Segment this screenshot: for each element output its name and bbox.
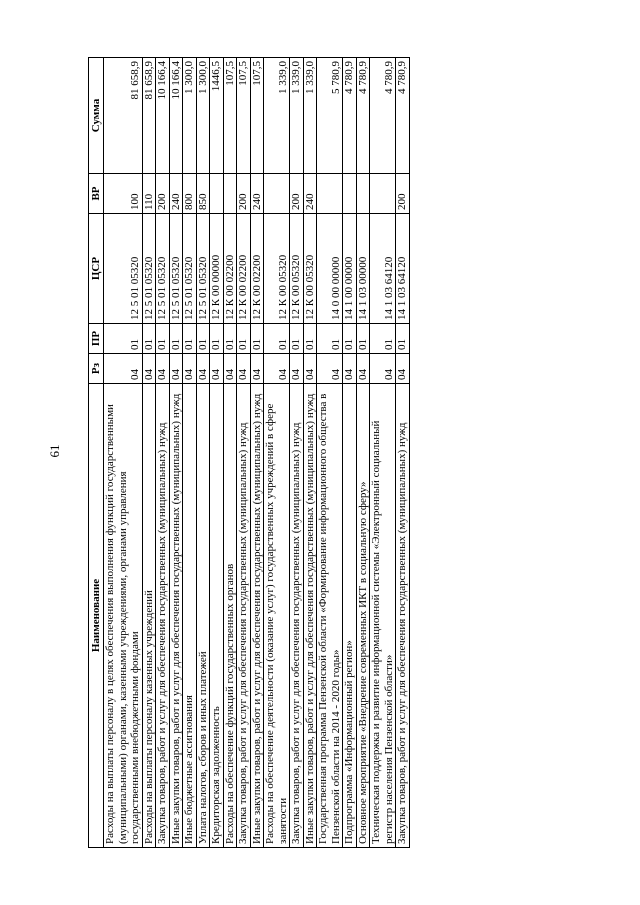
cell-csr: 12 5 01 05320 — [156, 214, 170, 324]
cell-pr: 01 — [183, 324, 197, 354]
cell-vr: 200 — [237, 174, 251, 214]
cell-vr: 200 — [156, 174, 170, 214]
table-row — [356, 58, 370, 848]
cell-pr: 01 — [317, 324, 343, 354]
table-row — [290, 58, 304, 848]
cell-name: Государственная программа Пензенской области «Формирование информационного общества в Пензенской области на 2014 - 2020 годы» — [317, 384, 343, 848]
cell-csr: 14 1 00 00000 — [343, 214, 357, 324]
cell-name: Кредиторская задолженность — [210, 384, 224, 848]
cell-vr: 850 — [196, 174, 210, 214]
cell-sum: 4 780,9 — [356, 58, 370, 174]
cell-vr: 240 — [169, 174, 183, 214]
page-number: 61 — [47, 444, 62, 458]
cell-rz: 04 — [169, 354, 183, 384]
cell-vr — [343, 174, 357, 214]
cell-sum: 81 658,9 — [104, 58, 143, 174]
cell-vr: 240 — [303, 174, 317, 214]
cell-rz: 04 — [370, 354, 396, 384]
table-row — [317, 58, 343, 848]
cell-csr: 12 5 01 05320 — [169, 214, 183, 324]
budget-table — [88, 57, 410, 848]
cell-pr: 01 — [396, 324, 410, 354]
cell-name: Закупка товаров, работ и услуг для обеспечения государственных (муниципальных) нужд — [290, 384, 304, 848]
cell-pr: 01 — [356, 324, 370, 354]
header-sum: Сумма — [89, 58, 104, 174]
cell-vr: 200 — [290, 174, 304, 214]
cell-vr — [223, 174, 237, 214]
table-row — [343, 58, 357, 848]
cell-sum: 1 300,0 — [183, 58, 197, 174]
cell-csr: 14 1 03 64120 — [370, 214, 396, 324]
cell-pr: 01 — [237, 324, 251, 354]
cell-rz: 04 — [156, 354, 170, 384]
cell-name: Закупка товаров, работ и услуг для обеспечения государственных (муниципальных) нужд — [156, 384, 170, 848]
cell-name: Иные закупки товаров, работ и услуг для обеспечения государственных (муниципальных) нужд — [169, 384, 183, 848]
cell-rz: 04 — [343, 354, 357, 384]
cell-vr — [317, 174, 343, 214]
table-row — [223, 58, 237, 848]
cell-csr: 14 1 03 64120 — [396, 214, 410, 324]
cell-csr: 12 К 00 02200 — [223, 214, 237, 324]
header-vr: ВР — [89, 174, 104, 214]
cell-name: Уплата налогов, сборов и иных платежей — [196, 384, 210, 848]
rotated-table-container — [88, 58, 550, 848]
cell-csr: 12 5 01 05320 — [183, 214, 197, 324]
cell-rz: 04 — [317, 354, 343, 384]
cell-name: Техническая поддержка и развитие информационной системы «Электронный социальный регистр населения Пензенской области» — [370, 384, 396, 848]
cell-sum: 1446,5 — [210, 58, 224, 174]
table-row — [183, 58, 197, 848]
cell-sum: 4 780,9 — [396, 58, 410, 174]
table-row — [396, 58, 410, 848]
cell-name: Основное мероприятие «Внедрение современных ИКТ в социальную сферу» — [356, 384, 370, 848]
cell-csr: 14 0 00 00000 — [317, 214, 343, 324]
cell-csr: 12 К 00 05320 — [303, 214, 317, 324]
cell-name: Закупка товаров, работ и услуг для обеспечения государственных (муниципальных) нужд — [396, 384, 410, 848]
cell-pr: 01 — [250, 324, 264, 354]
cell-pr: 01 — [370, 324, 396, 354]
table-row — [250, 58, 264, 848]
cell-csr: 12 К 00 02200 — [250, 214, 264, 324]
cell-name: Расходы на выплаты персоналу казенных учреждений — [142, 384, 156, 848]
cell-sum: 1 300,0 — [196, 58, 210, 174]
table-row — [142, 58, 156, 848]
header-name: Наименование — [89, 384, 104, 848]
header-rz: Рз — [89, 354, 104, 384]
cell-sum: 1 339,0 — [303, 58, 317, 174]
cell-rz: 04 — [356, 354, 370, 384]
cell-pr: 01 — [156, 324, 170, 354]
cell-csr: 12 К 00 05320 — [264, 214, 290, 324]
table-row — [303, 58, 317, 848]
cell-csr: 12 5 01 05320 — [196, 214, 210, 324]
cell-csr: 12 К 00 02200 — [237, 214, 251, 324]
table-row — [196, 58, 210, 848]
table-row — [210, 58, 224, 848]
cell-vr — [264, 174, 290, 214]
cell-rz: 04 — [303, 354, 317, 384]
header-pr: ПР — [89, 324, 104, 354]
cell-rz: 04 — [142, 354, 156, 384]
cell-rz: 04 — [237, 354, 251, 384]
cell-pr: 01 — [343, 324, 357, 354]
cell-pr: 01 — [210, 324, 224, 354]
cell-name: Расходы на обеспечение деятельности (оказание услуг) государственных учреждений в сфере занятости — [264, 384, 290, 848]
cell-pr: 01 — [196, 324, 210, 354]
table-row — [169, 58, 183, 848]
cell-rz: 04 — [210, 354, 224, 384]
header-csr: ЦСР — [89, 214, 104, 324]
cell-csr: 12 К 00 05320 — [290, 214, 304, 324]
table-row — [156, 58, 170, 848]
cell-name: Подпрограмма «Информационный регион» — [343, 384, 357, 848]
cell-pr: 01 — [169, 324, 183, 354]
cell-csr: 12 5 01 05320 — [142, 214, 156, 324]
cell-vr: 240 — [250, 174, 264, 214]
cell-pr: 01 — [142, 324, 156, 354]
cell-csr: 12 5 01 05320 — [104, 214, 143, 324]
cell-name: Закупка товаров, работ и услуг для обеспечения государственных (муниципальных) нужд — [237, 384, 251, 848]
table-header-row — [89, 58, 104, 848]
cell-name: Расходы на обеспечение функций государственных органов — [223, 384, 237, 848]
cell-pr: 01 — [223, 324, 237, 354]
cell-name: Иные закупки товаров, работ и услуг для обеспечения государственных (муниципальных) нужд — [250, 384, 264, 848]
cell-name: Иные бюджетные ассигнования — [183, 384, 197, 848]
cell-rz: 04 — [250, 354, 264, 384]
cell-pr: 01 — [104, 324, 143, 354]
cell-pr: 01 — [303, 324, 317, 354]
table-row — [237, 58, 251, 848]
cell-rz: 04 — [196, 354, 210, 384]
cell-sum: 10 166,4 — [156, 58, 170, 174]
cell-sum: 4 780,9 — [343, 58, 357, 174]
cell-vr — [210, 174, 224, 214]
table-row — [264, 58, 290, 848]
cell-name: Расходы на выплаты персоналу в целях обеспечения выполнения функций государственными (муниципальными) органами, казенными учреждениями, органами управления государственными внебюджетными фондами — [104, 384, 143, 848]
table-row — [104, 58, 143, 848]
cell-csr: 14 1 03 00000 — [356, 214, 370, 324]
cell-rz: 04 — [396, 354, 410, 384]
cell-rz: 04 — [183, 354, 197, 384]
cell-sum: 1 339,0 — [290, 58, 304, 174]
cell-rz: 04 — [104, 354, 143, 384]
cell-pr: 01 — [290, 324, 304, 354]
table-row — [370, 58, 396, 848]
cell-sum: 1 339,0 — [264, 58, 290, 174]
cell-rz: 04 — [223, 354, 237, 384]
cell-pr: 01 — [264, 324, 290, 354]
cell-csr: 12 К 00 00000 — [210, 214, 224, 324]
cell-vr: 110 — [142, 174, 156, 214]
cell-sum: 5 780,9 — [317, 58, 343, 174]
cell-vr — [356, 174, 370, 214]
cell-vr — [370, 174, 396, 214]
cell-rz: 04 — [264, 354, 290, 384]
cell-vr: 200 — [396, 174, 410, 214]
cell-sum: 107,5 — [250, 58, 264, 174]
cell-vr: 800 — [183, 174, 197, 214]
cell-rz: 04 — [290, 354, 304, 384]
cell-sum: 107,5 — [223, 58, 237, 174]
cell-sum: 10 166,4 — [169, 58, 183, 174]
cell-vr: 100 — [104, 174, 143, 214]
cell-sum: 107,5 — [237, 58, 251, 174]
cell-sum: 81 658,9 — [142, 58, 156, 174]
cell-sum: 4 780,9 — [370, 58, 396, 174]
cell-name: Иные закупки товаров, работ и услуг для обеспечения государственных (муниципальных) нужд — [303, 384, 317, 848]
